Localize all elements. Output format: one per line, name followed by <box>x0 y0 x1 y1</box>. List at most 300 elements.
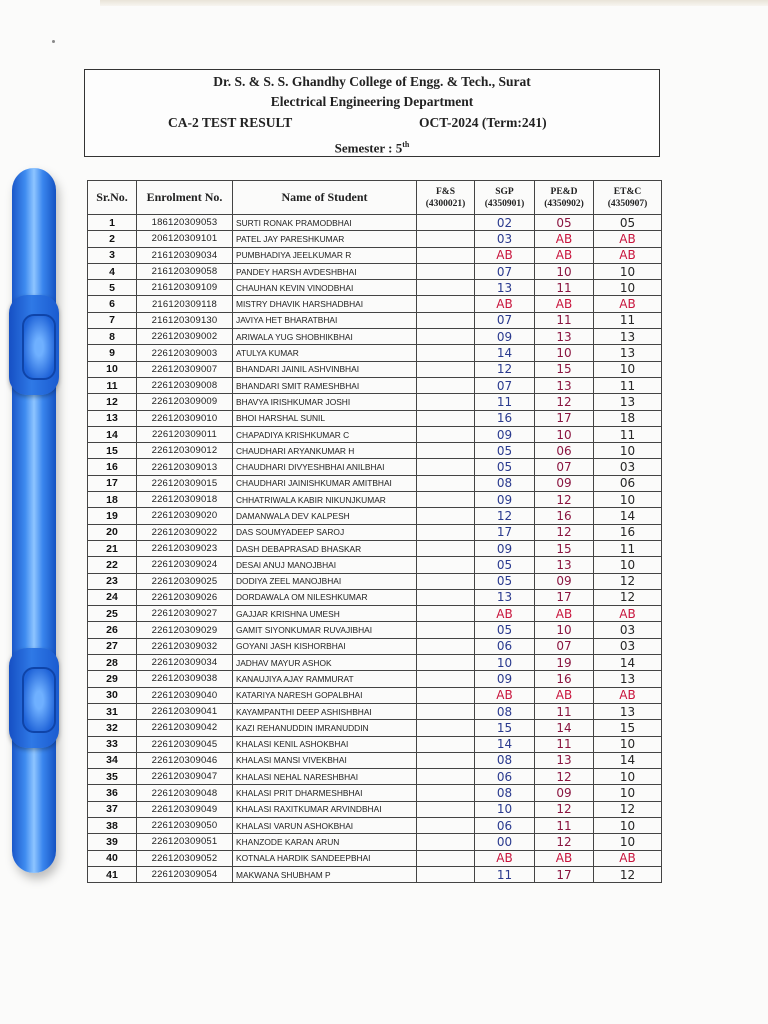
table-row <box>88 361 662 377</box>
row-enrolment-no: 226120309032 <box>137 638 233 654</box>
row-mark-etc: 13 <box>594 703 662 719</box>
row-enrolment-no: 226120309024 <box>137 557 233 573</box>
row-mark-etc: AB <box>594 850 662 866</box>
row-mark-fs <box>417 866 475 882</box>
month-term: OCT-2024 (Term:241) <box>419 115 547 130</box>
table-row <box>88 817 662 833</box>
row-sr-no: 25 <box>88 606 137 622</box>
row-enrolment-no: 226120309051 <box>137 834 233 850</box>
row-mark-ped: 14 <box>535 720 594 736</box>
row-mark-sgp: 12 <box>475 508 535 524</box>
pen-grip-icon <box>22 667 56 733</box>
row-mark-ped: 07 <box>535 459 594 475</box>
row-mark-fs <box>417 263 475 279</box>
department-name: Electrical Engineering Department <box>270 94 474 109</box>
row-mark-ped: 13 <box>535 329 594 345</box>
row-mark-ped: AB <box>535 850 594 866</box>
row-student-name: KATARIYA NARESH GOPALBHAI <box>233 687 417 703</box>
row-mark-sgp: 14 <box>475 736 535 752</box>
row-mark-fs <box>417 296 475 312</box>
row-mark-etc: 11 <box>594 377 662 393</box>
semester-suffix: th <box>402 140 410 149</box>
row-mark-etc: 10 <box>594 736 662 752</box>
row-student-name: KHALASI VARUN ASHOKBHAI <box>233 817 417 833</box>
table-row <box>88 622 662 638</box>
row-mark-fs <box>417 524 475 540</box>
row-student-name: ATULYA KUMAR <box>233 345 417 361</box>
row-mark-sgp: 16 <box>475 410 535 426</box>
row-mark-sgp: 08 <box>475 752 535 768</box>
row-mark-fs <box>417 687 475 703</box>
row-sr-no: 17 <box>88 475 137 491</box>
row-enrolment-no: 216120309034 <box>137 247 233 263</box>
row-mark-ped: 09 <box>535 785 594 801</box>
col-header-sr: Sr.No. <box>88 181 137 215</box>
table-row <box>88 443 662 459</box>
row-mark-etc: 10 <box>594 280 662 296</box>
row-mark-sgp: 07 <box>475 263 535 279</box>
row-mark-fs <box>417 215 475 231</box>
row-sr-no: 21 <box>88 540 137 556</box>
table-row <box>88 231 662 247</box>
row-sr-no: 40 <box>88 850 137 866</box>
row-mark-fs <box>417 589 475 605</box>
row-mark-ped: 11 <box>535 736 594 752</box>
table-row <box>88 589 662 605</box>
table-row <box>88 492 662 508</box>
row-enrolment-no: 226120309045 <box>137 736 233 752</box>
row-mark-etc: 11 <box>594 312 662 328</box>
row-mark-etc: AB <box>594 687 662 703</box>
row-mark-fs <box>417 557 475 573</box>
row-mark-ped: 12 <box>535 834 594 850</box>
table-row <box>88 280 662 296</box>
table-row <box>88 410 662 426</box>
row-mark-fs <box>417 377 475 393</box>
row-student-name: JAVIYA HET BHARATBHAI <box>233 312 417 328</box>
row-mark-fs <box>417 540 475 556</box>
row-sr-no: 31 <box>88 703 137 719</box>
row-mark-sgp: 14 <box>475 345 535 361</box>
row-student-name: MISTRY DHAVIK HARSHADBHAI <box>233 296 417 312</box>
row-student-name: PUMBHADIYA JEELKUMAR R <box>233 247 417 263</box>
table-row <box>88 508 662 524</box>
row-mark-sgp: 08 <box>475 475 535 491</box>
row-enrolment-no: 226120309027 <box>137 606 233 622</box>
row-mark-etc: 12 <box>594 866 662 882</box>
row-student-name: GAMIT SIYONKUMAR RUVAJIBHAI <box>233 622 417 638</box>
row-mark-sgp: 17 <box>475 524 535 540</box>
row-student-name: DAS SOUMYADEEP SAROJ <box>233 524 417 540</box>
row-mark-fs <box>417 736 475 752</box>
row-mark-sgp: 05 <box>475 622 535 638</box>
row-student-name: ARIWALA YUG SHOBHIKBHAI <box>233 329 417 345</box>
row-enrolment-no: 226120309034 <box>137 655 233 671</box>
row-student-name: KAYAMPANTHI DEEP ASHISHBHAI <box>233 703 417 719</box>
row-mark-ped: 16 <box>535 508 594 524</box>
row-mark-ped: 17 <box>535 866 594 882</box>
row-mark-sgp: 06 <box>475 638 535 654</box>
paper-edge <box>100 0 768 6</box>
row-mark-sgp: 09 <box>475 329 535 345</box>
row-mark-ped: 09 <box>535 475 594 491</box>
row-mark-etc: 10 <box>594 817 662 833</box>
row-student-name: KHALASI KENIL ASHOKBHAI <box>233 736 417 752</box>
table-row <box>88 345 662 361</box>
row-sr-no: 34 <box>88 752 137 768</box>
row-mark-etc: 12 <box>594 573 662 589</box>
row-sr-no: 33 <box>88 736 137 752</box>
row-mark-sgp: AB <box>475 247 535 263</box>
row-sr-no: 36 <box>88 785 137 801</box>
row-student-name: KOTNALA HARDIK SANDEEPBHAI <box>233 850 417 866</box>
row-mark-sgp: 11 <box>475 866 535 882</box>
row-mark-ped: AB <box>535 247 594 263</box>
table-row <box>88 850 662 866</box>
row-enrolment-no: 226120309002 <box>137 329 233 345</box>
table-row <box>88 312 662 328</box>
row-sr-no: 41 <box>88 866 137 882</box>
row-enrolment-no: 226120309020 <box>137 508 233 524</box>
table-row <box>88 785 662 801</box>
row-student-name: KHALASI PRIT DHARMESHBHAI <box>233 785 417 801</box>
row-mark-fs <box>417 655 475 671</box>
row-mark-sgp: 05 <box>475 573 535 589</box>
table-row <box>88 720 662 736</box>
row-mark-etc: 10 <box>594 785 662 801</box>
row-student-name: MAKWANA SHUBHAM P <box>233 866 417 882</box>
row-mark-fs <box>417 459 475 475</box>
row-mark-ped: 05 <box>535 215 594 231</box>
row-sr-no: 16 <box>88 459 137 475</box>
semester-label <box>85 140 659 156</box>
table-row <box>88 801 662 817</box>
row-mark-sgp: 11 <box>475 394 535 410</box>
row-enrolment-no: 226120309042 <box>137 720 233 736</box>
row-enrolment-no: 226120309025 <box>137 573 233 589</box>
row-mark-fs <box>417 817 475 833</box>
row-mark-etc: 11 <box>594 426 662 442</box>
row-mark-ped: 12 <box>535 801 594 817</box>
row-mark-etc: 06 <box>594 475 662 491</box>
row-mark-fs <box>417 703 475 719</box>
row-mark-sgp: 09 <box>475 671 535 687</box>
row-mark-etc: AB <box>594 231 662 247</box>
row-mark-etc: 14 <box>594 752 662 768</box>
row-mark-ped: 13 <box>535 752 594 768</box>
row-enrolment-no: 226120309023 <box>137 540 233 556</box>
row-enrolment-no: 226120309012 <box>137 443 233 459</box>
blue-pen-icon <box>12 168 56 873</box>
row-sr-no: 23 <box>88 573 137 589</box>
row-sr-no: 26 <box>88 622 137 638</box>
row-sr-no: 38 <box>88 817 137 833</box>
row-enrolment-no: 226120309048 <box>137 785 233 801</box>
row-enrolment-no: 226120309054 <box>137 866 233 882</box>
row-mark-fs <box>417 573 475 589</box>
row-mark-fs <box>417 426 475 442</box>
row-mark-etc: 13 <box>594 345 662 361</box>
row-enrolment-no: 226120309049 <box>137 801 233 817</box>
row-mark-sgp: 13 <box>475 280 535 296</box>
row-student-name: KHALASI MANSI VIVEKBHAI <box>233 752 417 768</box>
row-mark-ped: 11 <box>535 312 594 328</box>
row-enrolment-no: 206120309101 <box>137 231 233 247</box>
row-mark-etc: 12 <box>594 801 662 817</box>
row-mark-ped: 11 <box>535 703 594 719</box>
row-mark-sgp: 09 <box>475 540 535 556</box>
row-mark-etc: 10 <box>594 769 662 785</box>
table-row <box>88 687 662 703</box>
row-mark-fs <box>417 834 475 850</box>
table-row <box>88 329 662 345</box>
row-mark-etc: 10 <box>594 557 662 573</box>
row-mark-etc: 18 <box>594 410 662 426</box>
row-mark-ped: 12 <box>535 769 594 785</box>
row-mark-etc: 15 <box>594 720 662 736</box>
row-mark-fs <box>417 280 475 296</box>
row-sr-no: 1 <box>88 215 137 231</box>
row-student-name: JADHAV MAYUR ASHOK <box>233 655 417 671</box>
pen-grip-icon <box>22 314 56 380</box>
result-table-body <box>88 215 662 883</box>
row-student-name: DODIYA ZEEL MANOJBHAI <box>233 573 417 589</box>
row-mark-fs <box>417 769 475 785</box>
row-sr-no: 9 <box>88 345 137 361</box>
row-enrolment-no: 186120309053 <box>137 215 233 231</box>
row-mark-sgp: 06 <box>475 769 535 785</box>
row-mark-sgp: 09 <box>475 492 535 508</box>
row-mark-ped: 13 <box>535 557 594 573</box>
table-row <box>88 263 662 279</box>
row-mark-ped: 09 <box>535 573 594 589</box>
row-mark-fs <box>417 410 475 426</box>
row-student-name: GOYANI JASH KISHORBHAI <box>233 638 417 654</box>
row-mark-sgp: 10 <box>475 655 535 671</box>
row-mark-ped: 17 <box>535 410 594 426</box>
row-mark-etc: 10 <box>594 834 662 850</box>
row-student-name: DASH DEBAPRASAD BHASKAR <box>233 540 417 556</box>
row-mark-etc: 10 <box>594 263 662 279</box>
row-enrolment-no: 226120309009 <box>137 394 233 410</box>
row-mark-fs <box>417 606 475 622</box>
row-student-name: BHAVYA IRISHKUMAR JOSHI <box>233 394 417 410</box>
table-row <box>88 752 662 768</box>
row-mark-etc: AB <box>594 296 662 312</box>
row-sr-no: 4 <box>88 263 137 279</box>
row-sr-no: 2 <box>88 231 137 247</box>
row-mark-sgp: 05 <box>475 557 535 573</box>
row-sr-no: 19 <box>88 508 137 524</box>
row-mark-fs <box>417 720 475 736</box>
col-header-etc: ET&C (4350907) <box>594 181 662 215</box>
row-mark-sgp: AB <box>475 850 535 866</box>
row-student-name: BHANDARI JAINIL ASHVINBHAI <box>233 361 417 377</box>
row-mark-sgp: 07 <box>475 377 535 393</box>
table-row <box>88 655 662 671</box>
row-mark-fs <box>417 247 475 263</box>
table-row <box>88 736 662 752</box>
row-enrolment-no: 226120309003 <box>137 345 233 361</box>
row-sr-no: 32 <box>88 720 137 736</box>
row-mark-ped: 12 <box>535 524 594 540</box>
table-row <box>88 703 662 719</box>
table-row <box>88 573 662 589</box>
row-student-name: DESAI ANUJ MANOJBHAI <box>233 557 417 573</box>
table-row <box>88 834 662 850</box>
row-mark-sgp: 12 <box>475 361 535 377</box>
table-row <box>88 247 662 263</box>
row-sr-no: 22 <box>88 557 137 573</box>
row-student-name: CHAPADIYA KRISHKUMAR C <box>233 426 417 442</box>
row-mark-ped: 15 <box>535 540 594 556</box>
row-sr-no: 35 <box>88 769 137 785</box>
row-mark-etc: AB <box>594 606 662 622</box>
row-mark-sgp: 00 <box>475 834 535 850</box>
row-enrolment-no: 216120309130 <box>137 312 233 328</box>
college-name: Dr. S. & S. S. Ghandhy College of Engg. & Tech., Surat <box>213 74 531 89</box>
row-mark-etc: 03 <box>594 622 662 638</box>
row-mark-fs <box>417 850 475 866</box>
row-mark-etc: 16 <box>594 524 662 540</box>
row-mark-sgp: AB <box>475 687 535 703</box>
row-mark-ped: AB <box>535 606 594 622</box>
row-mark-fs <box>417 329 475 345</box>
row-student-name: CHAUDHARI ARYANKUMAR H <box>233 443 417 459</box>
row-mark-etc: 14 <box>594 508 662 524</box>
table-row <box>88 459 662 475</box>
row-mark-fs <box>417 638 475 654</box>
row-mark-sgp: 05 <box>475 459 535 475</box>
row-mark-etc: 11 <box>594 540 662 556</box>
row-sr-no: 37 <box>88 801 137 817</box>
row-enrolment-no: 226120309047 <box>137 769 233 785</box>
row-enrolment-no: 226120309040 <box>137 687 233 703</box>
row-student-name: GAJJAR KRISHNA UMESH <box>233 606 417 622</box>
row-mark-etc: 03 <box>594 638 662 654</box>
row-enrolment-no: 226120309008 <box>137 377 233 393</box>
table-row <box>88 638 662 654</box>
row-mark-etc: 13 <box>594 329 662 345</box>
row-mark-fs <box>417 443 475 459</box>
table-row <box>88 769 662 785</box>
row-student-name: KAZI REHANUDDIN IMRANUDDIN <box>233 720 417 736</box>
row-mark-sgp: 15 <box>475 720 535 736</box>
row-enrolment-no: 226120309038 <box>137 671 233 687</box>
row-student-name: DAMANWALA DEV KALPESH <box>233 508 417 524</box>
row-enrolment-no: 226120309010 <box>137 410 233 426</box>
row-mark-ped: 10 <box>535 622 594 638</box>
row-student-name: CHAUDHARI JAINISHKUMAR AMITBHAI <box>233 475 417 491</box>
row-mark-ped: AB <box>535 231 594 247</box>
row-student-name: CHAUHAN KEVIN VINODBHAI <box>233 280 417 296</box>
row-mark-ped: 10 <box>535 345 594 361</box>
row-mark-fs <box>417 361 475 377</box>
row-mark-ped: 11 <box>535 817 594 833</box>
row-sr-no: 5 <box>88 280 137 296</box>
table-row <box>88 296 662 312</box>
row-enrolment-no: 226120309015 <box>137 475 233 491</box>
table-row <box>88 866 662 882</box>
row-sr-no: 20 <box>88 524 137 540</box>
table-row <box>88 671 662 687</box>
row-mark-etc: 10 <box>594 443 662 459</box>
result-table <box>87 180 662 883</box>
row-student-name: KHALASI NEHAL NARESHBHAI <box>233 769 417 785</box>
row-mark-etc: 10 <box>594 492 662 508</box>
row-sr-no: 28 <box>88 655 137 671</box>
row-sr-no: 30 <box>88 687 137 703</box>
row-mark-sgp: AB <box>475 296 535 312</box>
row-mark-ped: AB <box>535 687 594 703</box>
row-mark-fs <box>417 671 475 687</box>
row-mark-sgp: 08 <box>475 785 535 801</box>
document-header <box>84 69 660 157</box>
row-sr-no: 27 <box>88 638 137 654</box>
col-header-fs: F&S (4300021) <box>417 181 475 215</box>
row-mark-sgp: 10 <box>475 801 535 817</box>
table-row <box>88 475 662 491</box>
row-mark-etc: 03 <box>594 459 662 475</box>
row-mark-fs <box>417 475 475 491</box>
row-mark-fs <box>417 508 475 524</box>
row-mark-fs <box>417 312 475 328</box>
row-sr-no: 18 <box>88 492 137 508</box>
row-enrolment-no: 216120309058 <box>137 263 233 279</box>
row-mark-ped: 10 <box>535 426 594 442</box>
table-row <box>88 394 662 410</box>
table-header-row <box>88 181 662 215</box>
col-header-ped: PE&D (4350902) <box>535 181 594 215</box>
row-sr-no: 15 <box>88 443 137 459</box>
row-mark-ped: 16 <box>535 671 594 687</box>
row-mark-ped: 07 <box>535 638 594 654</box>
row-sr-no: 24 <box>88 589 137 605</box>
row-mark-ped: 19 <box>535 655 594 671</box>
row-mark-etc: AB <box>594 247 662 263</box>
row-sr-no: 3 <box>88 247 137 263</box>
row-mark-fs <box>417 622 475 638</box>
table-row <box>88 524 662 540</box>
row-enrolment-no: 226120309022 <box>137 524 233 540</box>
row-mark-sgp: 08 <box>475 703 535 719</box>
row-mark-fs <box>417 801 475 817</box>
row-mark-ped: AB <box>535 296 594 312</box>
row-mark-sgp: 05 <box>475 443 535 459</box>
row-mark-sgp: 09 <box>475 426 535 442</box>
row-sr-no: 7 <box>88 312 137 328</box>
row-mark-fs <box>417 492 475 508</box>
row-student-name: KANAUJIYA AJAY RAMMURAT <box>233 671 417 687</box>
row-sr-no: 8 <box>88 329 137 345</box>
table-row <box>88 606 662 622</box>
row-student-name: BHOI HARSHAL SUNIL <box>233 410 417 426</box>
row-sr-no: 29 <box>88 671 137 687</box>
table-row <box>88 215 662 231</box>
row-mark-etc: 13 <box>594 394 662 410</box>
row-mark-sgp: 06 <box>475 817 535 833</box>
ink-dot <box>52 40 55 43</box>
test-title: CA-2 TEST RESULT <box>168 115 293 130</box>
row-sr-no: 13 <box>88 410 137 426</box>
row-mark-ped: 10 <box>535 263 594 279</box>
row-mark-fs <box>417 752 475 768</box>
row-enrolment-no: 226120309013 <box>137 459 233 475</box>
row-sr-no: 6 <box>88 296 137 312</box>
row-mark-fs <box>417 785 475 801</box>
row-enrolment-no: 216120309118 <box>137 296 233 312</box>
row-enrolment-no: 226120309029 <box>137 622 233 638</box>
